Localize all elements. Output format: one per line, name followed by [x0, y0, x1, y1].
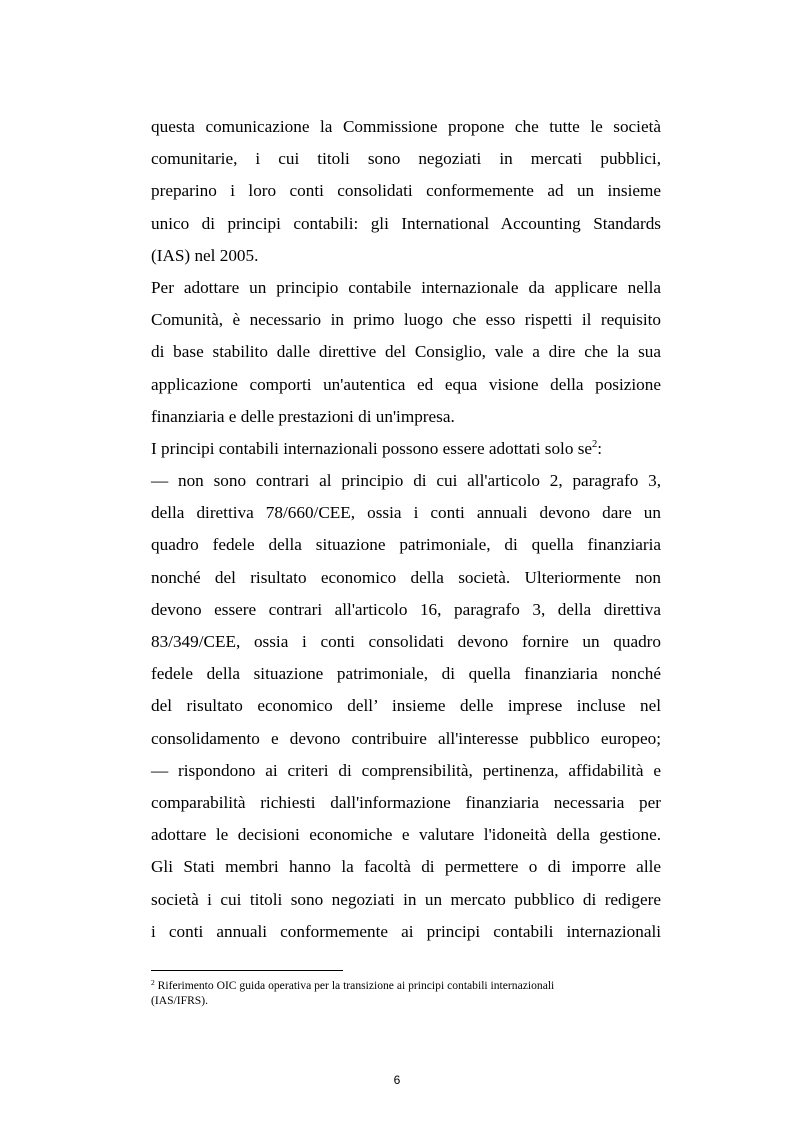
body-line: [151, 529, 661, 561]
body-line: [151, 916, 661, 948]
body-line: [151, 690, 661, 722]
body-line: [151, 723, 661, 755]
body-line: [151, 787, 661, 819]
body-line: [151, 240, 661, 272]
body-line-text: applicazione comporti un'autentica ed equa visione della posizione: [151, 374, 661, 394]
body-line: [151, 143, 661, 175]
footnote-text-1: Riferimento OIC guida operativa per la transizione ai principi contabili internazionali: [154, 979, 555, 992]
body-line: [151, 304, 661, 336]
body-line: [151, 497, 661, 529]
body-line-text: (IAS) nel 2005.: [151, 245, 259, 265]
body-line-text: della direttiva 78/660/CEE, ossia i conti annuali devono dare un: [151, 503, 661, 523]
body-line-text: adottare le decisioni economiche e valutare l'idoneità della gestione.: [151, 825, 661, 845]
body-line: [151, 755, 661, 787]
footnote-line-2: (IAS/IFRS).: [151, 994, 209, 1007]
body-line: [151, 401, 661, 433]
body-line: [151, 175, 661, 207]
body-line: [151, 208, 661, 240]
body-line-suffix: :: [597, 438, 603, 458]
body-line: [151, 658, 661, 690]
body-line-text: finanziaria e delle prestazioni di un'impresa.: [151, 406, 455, 426]
body-line: [151, 272, 661, 304]
body-line: [151, 111, 661, 143]
body-line-text: Comunità, è necessario in primo luogo che esso rispetti il requisito: [151, 310, 661, 330]
body-line-text: I principi contabili internazionali possono essere adottati solo se: [151, 438, 593, 458]
body-line-text: società i cui titoli sono negoziati in un mercato pubblico di redigere: [151, 889, 661, 909]
body-line: [151, 884, 661, 916]
body-line: [151, 562, 661, 594]
body-line-text: i conti annuali conformemente ai principi contabili internazionali: [151, 921, 661, 941]
footnote-mark: 2: [151, 978, 155, 987]
body-line-text: del risultato economico dell’ insieme delle imprese incluse nel: [151, 696, 661, 716]
body-line-text: — non sono contrari al principio di cui all'articolo 2, paragrafo 3,: [151, 471, 661, 491]
body-line-text: preparino i loro conti consolidati conformemente ad un insieme: [151, 181, 661, 201]
body-line-text: 83/349/CEE, ossia i conti consolidati devono fornire un quadro: [151, 632, 661, 651]
footnote-reference: 2: [592, 438, 598, 450]
footnote-separator: [151, 970, 343, 971]
body-line-text: Per adottare un principio contabile internazionale da applicare nella: [151, 277, 661, 297]
body-line-text: fedele della situazione patrimoniale, di quella finanziaria nonché: [151, 664, 661, 684]
footnote-line-1: [151, 978, 661, 993]
body-line-text: comparabilità richiesti dall'informazione finanziaria necessaria per: [151, 792, 661, 812]
body-line-text: devono essere contrari all'articolo 16, paragrafo 3, della direttiva: [151, 599, 661, 619]
body-line-text: Gli Stati membri hanno la facoltà di permettere o di imporre alle: [151, 857, 661, 877]
body-line-text: nonché del risultato economico della società. Ulteriormente non: [151, 567, 661, 587]
body-line-text: questa comunicazione la Commissione propone che tutte le società: [151, 117, 661, 136]
body-line-text: — rispondono ai criteri di comprensibilità, pertinenza, affidabilità e: [151, 760, 661, 780]
body-line-text: di base stabilito dalle direttive del Consiglio, vale a dire che la sua: [151, 342, 661, 362]
body-line-text: unico di principi contabili: gli International Accounting Standards: [151, 213, 661, 233]
body-line: [151, 819, 661, 851]
body-line-text: consolidamento e devono contribuire all'interesse pubblico europeo;: [151, 728, 661, 748]
body-text: [151, 111, 661, 948]
body-line: [151, 336, 661, 368]
body-line-text: comunitarie, i cui titoli sono negoziati in mercati pubblici,: [151, 149, 661, 169]
body-line: [151, 433, 661, 465]
body-line: [151, 594, 661, 626]
page-number: 6: [393, 1073, 401, 1087]
body-line: [151, 369, 661, 401]
body-line-text: quadro fedele della situazione patrimoniale, di quella finanziaria: [151, 535, 661, 555]
footnote: [151, 978, 661, 1008]
body-line: [151, 626, 661, 658]
body-line: [151, 465, 661, 497]
body-line: [151, 851, 661, 883]
